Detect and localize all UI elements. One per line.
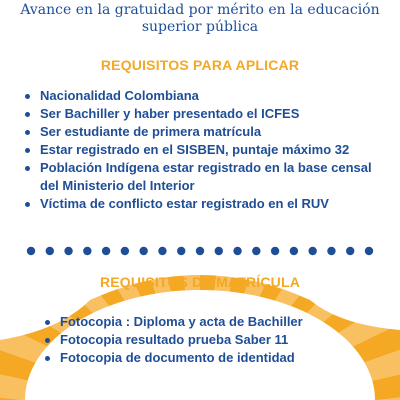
list-item: Fotocopia resultado prueba Saber 11 [60,331,380,349]
divider-dot [139,247,147,255]
bullet-icon [45,338,50,343]
divider-dot [308,247,316,255]
divider-dot [27,247,35,255]
divider-dot [252,247,260,255]
divider-dot [177,247,185,255]
divider-dot [83,247,91,255]
divider-dot [346,247,354,255]
bullet-icon [45,356,50,361]
divider-dot [121,247,129,255]
bullet-icon [25,166,30,171]
section-title-requisitos-aplicar: REQUISITOS PARA APLICAR [100,57,300,73]
requisitos-matricula-list [60,313,380,367]
bullet-icon [25,202,30,207]
divider-dot [327,247,335,255]
divider-dot [271,247,279,255]
divider-dot [215,247,223,255]
divider-dot [290,247,298,255]
divider-dot [158,247,166,255]
divider-dot [64,247,72,255]
dotted-divider [25,246,375,256]
list-item: Fotocopia de documento de identidad [60,349,380,367]
bullet-icon [25,112,30,117]
bullet-icon [25,148,30,153]
divider-dot [233,247,241,255]
divider-dot [196,247,204,255]
bullet-icon [25,130,30,135]
bullet-icon [45,320,50,325]
bullet-icon [25,94,30,99]
list-item: Fotocopia : Diploma y acta de Bachiller [60,313,380,331]
list-item: Ser estudiante de primera matrícula [40,123,390,141]
list-item: Población Indígena estar registrado en la base censal del Ministerio del Interior [40,159,390,195]
divider-dot [46,247,54,255]
list-item: Víctima de conflicto estar registrado en el RUV [40,195,390,213]
subtitle-line-1: Avance en la gratuidad por mérito en la educación [20,2,380,18]
divider-dot [365,247,373,255]
list-item: Ser Bachiller y haber presentado el ICFES [40,105,390,123]
list-item: Nacionalidad Colombiana [40,87,390,105]
divider-dot [102,247,110,255]
section-title-requisitos-matricula: REQUISITOS DE MATRÍCULA [99,274,301,290]
subtitle [0,2,400,36]
requisitos-aplicar-list [40,87,390,213]
list-item: Estar registrado en el SISBEN, puntaje máximo 32 [40,141,390,159]
subtitle-line-2: superior pública [141,19,259,35]
